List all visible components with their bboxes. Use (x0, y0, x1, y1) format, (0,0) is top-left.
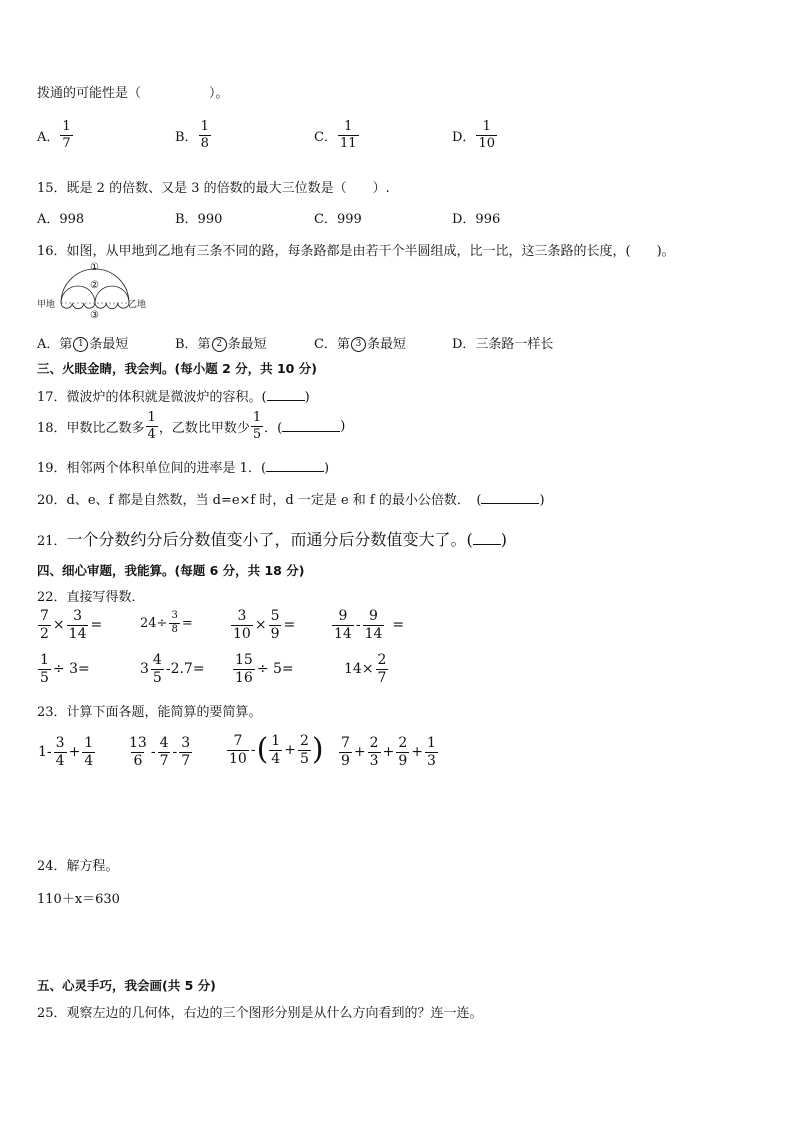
q22-expr-6: 3 $\frac{4}{5}$ -2.7= (140, 652, 205, 686)
section-4-title: 四、细心审题，我能算。(每题 6 分，共 18 分) (37, 563, 305, 578)
answer-blank[interactable] (473, 534, 501, 545)
q18-statement: 18．甲数比乙数多 $\frac{1}{4}$ ，乙数比甲数少 $\frac{1}{5}$ ．( ) (37, 410, 346, 442)
q15-question: 15．既是 2 的倍数、又是 3 的倍数的最大三位数是（ ）. (37, 181, 390, 196)
fraction: $\frac{1}{8}$ (200, 119, 209, 151)
q23-expr-1: 1- $\frac{3}{4}$ + $\frac{1}{4}$ (38, 735, 94, 769)
q15-option-d[interactable]: D．996 (452, 212, 501, 227)
diagram-mark-2: ② (90, 280, 99, 291)
q14-option-d[interactable]: D． $\frac{1}{10}$ (452, 119, 495, 151)
q16-diagram (37, 262, 147, 324)
circled-number: 2 (212, 337, 227, 352)
diagram-mark-3: ③ (90, 310, 99, 321)
q24-equation: 110＋x＝630 (37, 892, 120, 907)
q24-prompt: 24．解方程。 (37, 859, 119, 874)
q21-statement: 21．一个分数约分后分数值变小了，而通分后分数值变大了。( ) (37, 530, 508, 549)
q15-option-a[interactable]: A．998 (37, 212, 85, 227)
q16-option-b[interactable]: B．第 2 条最短 (175, 337, 267, 352)
q15-option-b[interactable]: B．990 (175, 212, 223, 227)
diagram-mark-1: ① (90, 262, 99, 273)
q15-option-c[interactable]: C．999 (314, 212, 362, 227)
q22-expr-3: $\frac{3}{10}$ × $\frac{5}{9}$ = (233, 608, 296, 642)
fraction: $\frac{1}{5}$ (252, 410, 262, 442)
q23-expr-3: $\frac{7}{10}$ - ( $\frac{1}{4}$ + $\frac{2}{5}$ ) (229, 732, 324, 768)
fraction: $\frac{1}{4}$ (147, 410, 156, 442)
answer-blank[interactable] (266, 461, 324, 472)
diagram-start-label: 甲地 (37, 300, 56, 310)
left-paren: ( (256, 732, 269, 768)
q23-expr-4: $\frac{7}{9}$ + $\frac{2}{3}$ + $\frac{2}{9}$ + $\frac{1}{3}$ (341, 735, 436, 769)
fraction: $\frac{1}{10}$ (478, 119, 495, 151)
q17-statement: 17．微波炉的体积就是微波炉的容积。( ) (37, 390, 310, 405)
right-paren: ) (311, 732, 324, 768)
q23-prompt: 23．计算下面各题，能简算的要简算。 (37, 705, 262, 720)
q25-prompt: 25．观察左边的几何体，右边的三个图形分别是从什么方向看到的？连一连。 (37, 1006, 483, 1021)
fraction: $\frac{1}{7}$ (62, 119, 71, 151)
q14-text-end: ）。 (209, 86, 229, 101)
answer-blank[interactable] (267, 390, 305, 401)
q16-option-c[interactable]: C．第 3 条最短 (314, 337, 406, 352)
q22-expr-5: $\frac{1}{5}$ ÷ 3= (40, 652, 90, 686)
q23-expr-2: $\frac{13}{6}$ - $\frac{4}{7}$ - $\frac{3}{7}$ (129, 735, 191, 769)
q22-expr-1: $\frac{7}{2}$ × $\frac{3}{14}$ = (40, 608, 103, 642)
fraction: $\frac{1}{11}$ (339, 119, 357, 151)
q14-option-a[interactable]: A． $\frac{1}{7}$ (37, 119, 71, 151)
q14-question (37, 82, 229, 101)
q19-statement: 19．相邻两个体积单位间的进率是 1．( ) (37, 461, 330, 476)
q14-text: 拨通的可能性是（ (37, 86, 142, 101)
diagram-end-label: 乙地 (128, 300, 147, 310)
q22-expr-2: 24÷ $\frac{3}{8}$ = (140, 610, 193, 635)
q16-option-d[interactable]: D．三条路一样长 (452, 337, 554, 352)
section-5-title: 五、心灵手巧，我会画(共 5 分) (37, 978, 216, 993)
circled-number: 1 (73, 337, 88, 352)
answer-blank[interactable] (481, 493, 539, 504)
q16-option-a[interactable]: A．第 1 条最短 (37, 337, 129, 352)
answer-blank[interactable] (282, 421, 340, 432)
q22-expr-7: $\frac{15}{16}$ ÷ 5= (235, 652, 294, 686)
q16-question: 16．如图，从甲地到乙地有三条不同的路，每条路都是由若干个半圆组成，比一比，这三条路的长度，( )。 (37, 244, 675, 259)
section-3-title: 三、火眼金睛，我会判。(每小题 2 分，共 10 分) (37, 361, 317, 376)
q22-expr-4: $\frac{9}{14}$ - $\frac{9}{14}$ = (334, 608, 405, 642)
q14-option-b[interactable]: B． $\frac{1}{8}$ (175, 119, 209, 151)
q22-prompt: 22．直接写得数． (37, 590, 145, 605)
q20-statement: 20．d、e、f 都是自然数，当 d=e×f 时，d 一定是 e 和 f 的最小公倍数． ( ) (37, 493, 545, 508)
q14-option-c[interactable]: C． $\frac{1}{11}$ (314, 119, 357, 151)
circled-number: 3 (351, 337, 366, 352)
q22-expr-8: 14× $\frac{2}{7}$ (344, 652, 387, 686)
